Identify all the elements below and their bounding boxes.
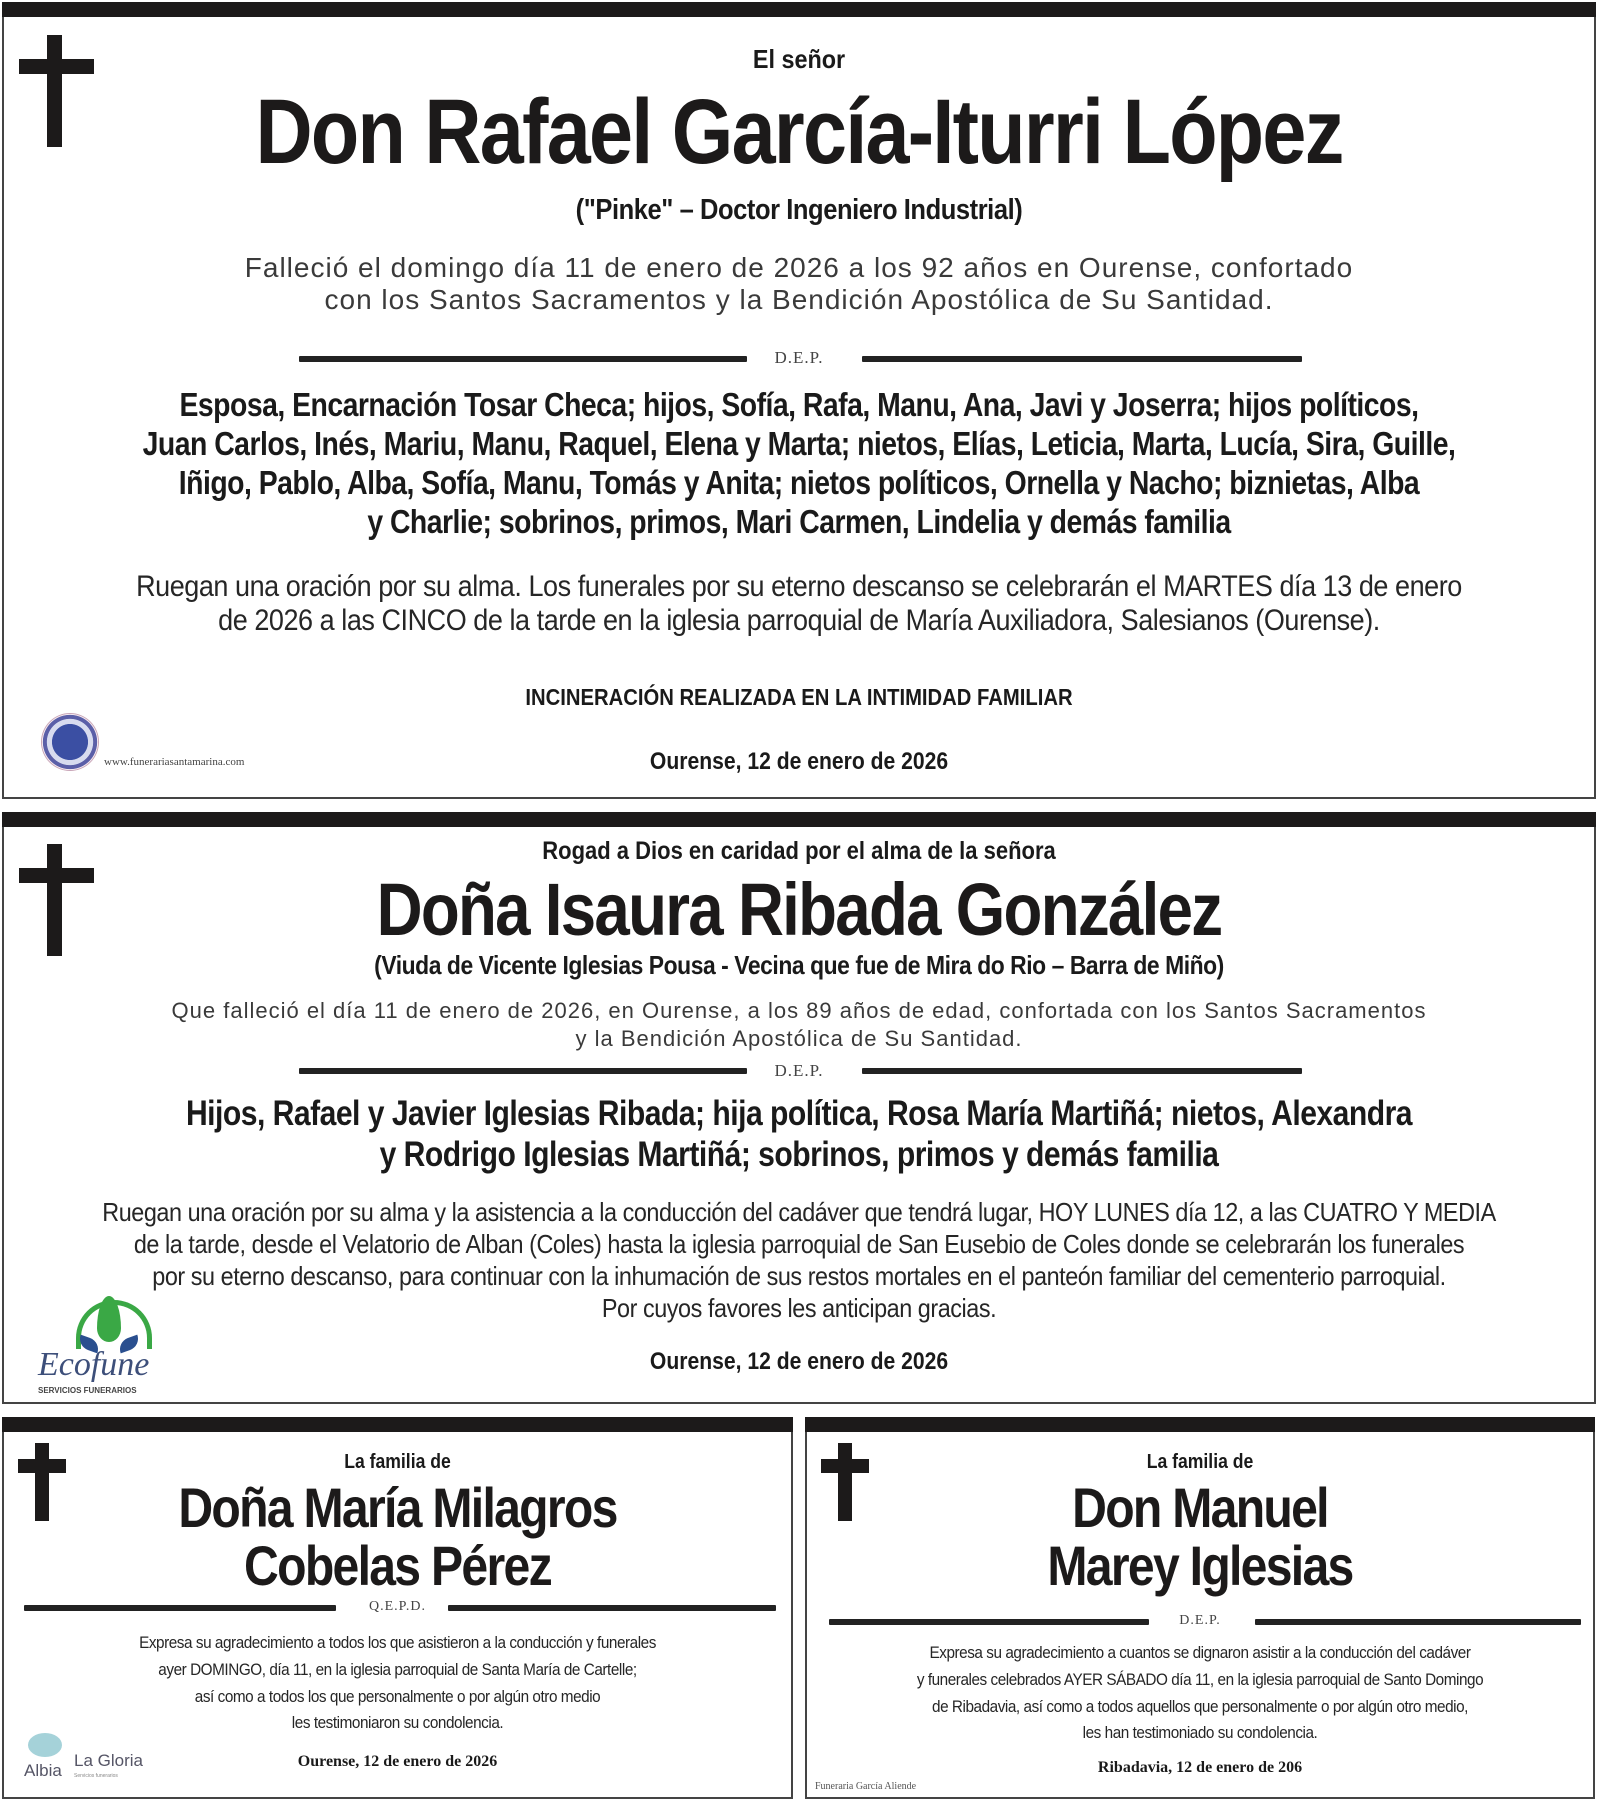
obituary-notice-1 (2, 2, 1596, 799)
service-line-2: de 2026 a las CINCO de la tarde en la iglesia parroquial de María Auxiliadora, Salesianos (Ourense). (218, 604, 1380, 637)
place-date: Ourense, 12 de enero de 2026 (297, 1753, 498, 1770)
obituary-notice-2 (2, 812, 1596, 1404)
family-line-4: y Charlie; sobrinos, primos, Mari Carmen, Lindelia y demás familia (367, 503, 1231, 540)
deceased-name-line-2: Marey Iglesias (1047, 1534, 1353, 1597)
header-bar (2, 1417, 793, 1432)
subtitle: ("Pinke" – Doctor Ingeniero Industrial) (575, 194, 1023, 226)
death-line-2: con los Santos Sacramentos y la Bendición Apostólica de Su Santidad. (324, 284, 1274, 315)
obituary-notice-4 (805, 1417, 1595, 1799)
albia-logo (20, 1729, 160, 1791)
rip-label: D.E.P. (774, 1061, 824, 1080)
body-line-1: Expresa su agradecimiento a cuantos se dignaron asistir a la conducción del cadáver (929, 1643, 1471, 1662)
family-line-2: y Rodrigo Iglesias Martiñá; sobrinos, primos y demás familia (379, 1135, 1219, 1174)
deceased-name: Doña Isaura Ribada González (376, 868, 1222, 951)
divider-right (862, 356, 1302, 362)
ecofune-name: Ecofune (38, 1346, 150, 1383)
subtitle: (Viuda de Vicente Iglesias Pousa - Vecina que fue de Mira do Rio – Barra de Miño) (374, 950, 1224, 980)
deceased-name-line-1: Don Manuel (1072, 1476, 1328, 1539)
obituary-notice-3 (2, 1417, 793, 1799)
place-date: Ourense, 12 de enero de 2026 (649, 748, 949, 775)
rip-label: D.E.P. (774, 348, 824, 367)
body-line-2: ayer DOMINGO, día 11, en la iglesia parroquial de Santa María de Cartelle; (158, 1660, 637, 1679)
header-bar (805, 1417, 1595, 1432)
family-line-3: Iñigo, Pablo, Alba, Sofía, Manu, Tomás y Anita; nietos políticos, Ornella y Nacho; biznietas, Alba (178, 464, 1420, 501)
la-gloria-tagline: Servicios funerarios (74, 1773, 118, 1779)
place-date: Ourense, 12 de enero de 2026 (649, 1348, 949, 1375)
deceased-name-line-1: Doña María Milagros (178, 1476, 617, 1539)
santa-marina-logo (42, 714, 98, 770)
death-line-1: Falleció el domingo día 11 de enero de 2026 a los 92 años en Ourense, confortado (244, 252, 1354, 283)
funeral-home-website[interactable]: www.funerariasantamarina.com (104, 756, 245, 768)
rip-label: Q.E.P.D. (368, 1599, 426, 1614)
service-line-3: por su eterno descanso, para continuar con la inhumación de sus restos mortales en el panteón familiar del cementerio parroquial. (152, 1261, 1446, 1291)
body-line-1: Expresa su agradecimiento a todos los que asistieron a la conducción y funerales (139, 1633, 656, 1652)
deceased-name-line-2: Cobelas Pérez (244, 1534, 551, 1597)
divider-right (862, 1068, 1302, 1074)
death-line-2: y la Bendición Apostólica de Su Santidad. (575, 1026, 1023, 1051)
cross-icon (19, 844, 94, 956)
body-line-2: y funerales celebrados AYER SÁBADO día 11, en la iglesia parroquial de Santo Domingo (916, 1670, 1484, 1689)
service-line-4: Por cuyos favores les anticipan gracias. (601, 1293, 997, 1323)
funeral-home-name: Funeraria García Aliende (815, 1781, 917, 1792)
body-line-4: les han testimoniado su condolencia. (1082, 1723, 1318, 1742)
la-gloria-name: La Gloria (74, 1751, 143, 1770)
rip-label: D.E.P. (1179, 1613, 1221, 1628)
intro-text: La familia de (344, 1451, 451, 1473)
family-line-2: Juan Carlos, Inés, Mariu, Manu, Raquel, Elena y Marta; nietos, Elías, Leticia, Marta, Lucía, Sira, Guille, (142, 425, 1456, 462)
family-line-1: Esposa, Encarnación Tosar Checa; hijos, Sofía, Rafa, Manu, Ana, Javi y Joserra; hijos políticos, (179, 386, 1419, 423)
albia-brand: Albia (24, 1761, 62, 1780)
header-bar (2, 812, 1596, 827)
death-line-1: Que falleció el día 11 de enero de 2026, en Ourense, a los 89 años de edad, confortada con los Santos Sacramentos (171, 998, 1427, 1023)
body-line-4: les testimoniaron su condolencia. (291, 1713, 504, 1732)
service-line-1: Ruegan una oración por su alma y la asistencia a la conducción del cadáver que tendrá lugar, HOY LUNES día 12, a las CUATRO Y MEDIA (102, 1197, 1496, 1227)
service-line-1: Ruegan una oración por su alma. Los funerales por su eterno descanso se celebrarán el MARTES día 13 de enero (136, 570, 1462, 603)
intro-text: El señor (752, 44, 846, 74)
intro-text: La familia de (1146, 1451, 1254, 1473)
family-line-1: Hijos, Rafael y Javier Iglesias Ribada; hija política, Rosa María Martiñá; nietos, Alexandra (185, 1094, 1413, 1133)
divider-right (448, 1605, 776, 1611)
body-line-3: de Ribadavia, así como a todos aquellos que personalmente o por algún otro medio, (932, 1697, 1468, 1716)
service-line-2: de la tarde, desde el Velatorio de Alban (Coles) hasta la iglesia parroquial de San Eusebio de Coles donde se celebrarán los funerales (133, 1229, 1465, 1259)
cremation-note: INCINERACIÓN REALIZADA EN LA INTIMIDAD FAMILIAR (525, 684, 1073, 710)
ecofune-logo (34, 1294, 184, 1398)
place-date: Ribadavia, 12 de enero de 206 (1097, 1759, 1303, 1776)
ecofune-tagline: SERVICIOS FUNERARIOS (38, 1386, 137, 1395)
body-line-3: así como a todos los que personalmente o por algún otro medio (194, 1687, 601, 1706)
header-bar (2, 2, 1596, 17)
divider-right (1255, 1619, 1581, 1625)
deceased-name: Don Rafael García-Iturri López (255, 81, 1343, 183)
intro-text: Rogad a Dios en caridad por el alma de la señora (542, 837, 1056, 865)
